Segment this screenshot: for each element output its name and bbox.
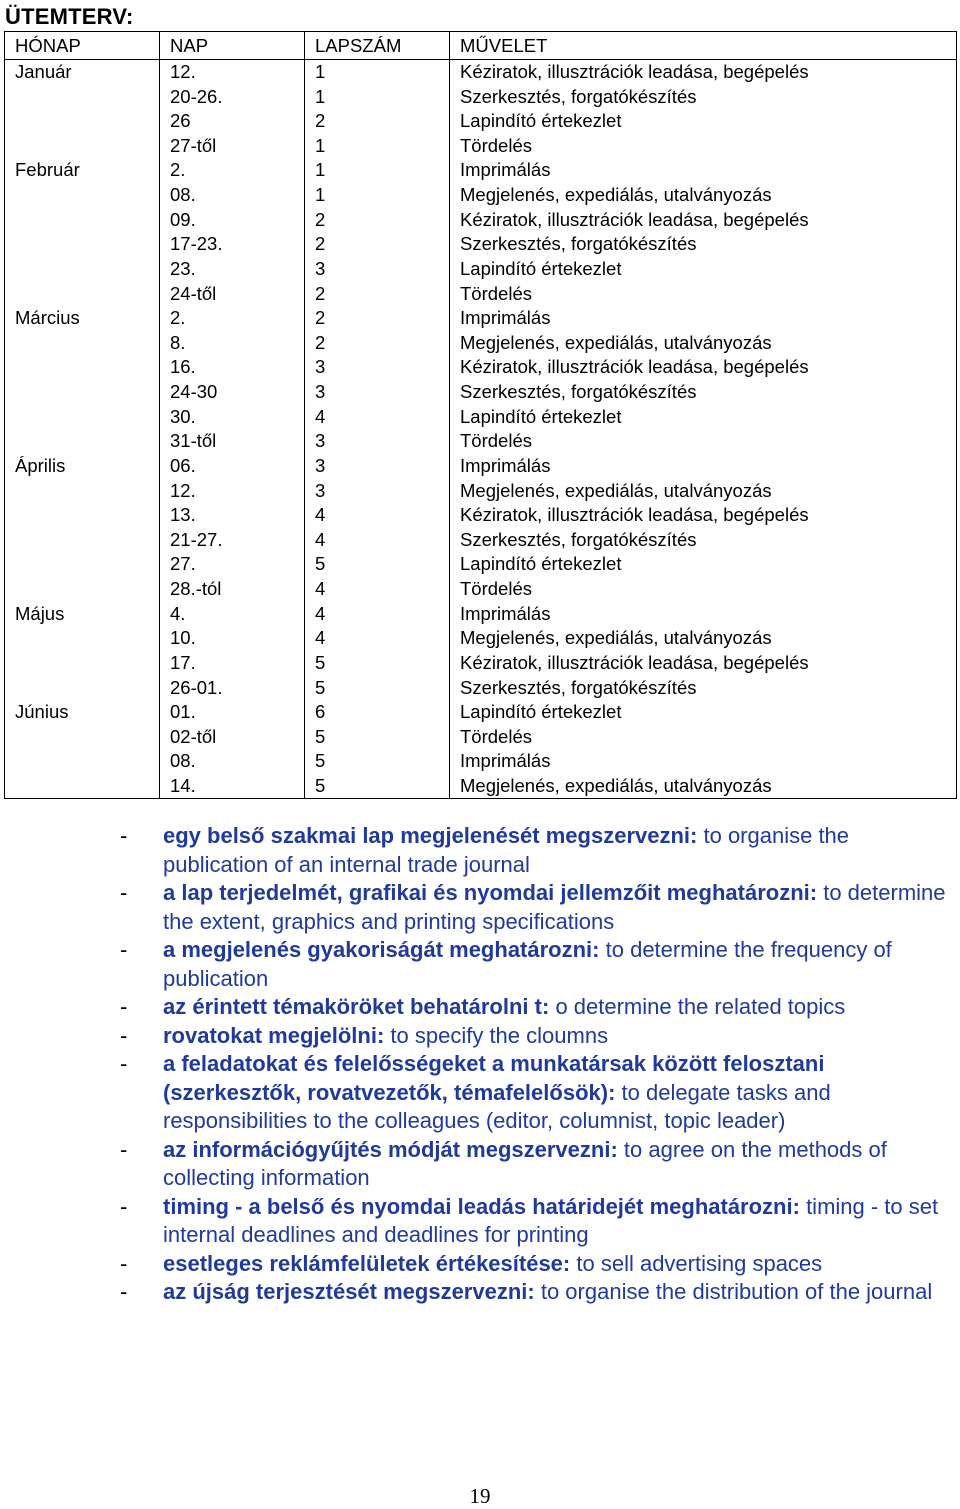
table-row: [5, 528, 957, 553]
table-row: [5, 749, 957, 774]
cell-issue: 1: [305, 183, 450, 208]
cell-day: 4.: [160, 601, 305, 626]
cell-operation: Lapindító értekezlet: [450, 404, 957, 429]
bullet-dash: -: [120, 994, 128, 1019]
cell-month: [5, 528, 160, 553]
bullet-dash: -: [120, 823, 128, 848]
cell-operation: Megjelenés, expediálás, utalványozás: [450, 478, 957, 503]
cell-issue: 2: [305, 306, 450, 331]
english-translation: to sell advertising spaces: [576, 1250, 823, 1276]
hungarian-term: a feladatokat és felelősségeket a munkatársak között felosztani (szerkesztők, rovatvezetők, témafelelősök):: [163, 1051, 825, 1105]
cell-operation: Megjelenés, expediálás, utalványozás: [450, 331, 957, 356]
cell-day: 10.: [160, 626, 305, 651]
cell-month: [5, 478, 160, 503]
cell-operation: Megjelenés, expediálás, utalványozás: [450, 774, 957, 799]
cell-month: [5, 109, 160, 134]
table-row: [5, 577, 957, 602]
table-row: [5, 478, 957, 503]
cell-issue: 4: [305, 626, 450, 651]
cell-operation: Lapindító értekezlet: [450, 109, 957, 134]
table-row: [5, 404, 957, 429]
bullet-dash: -: [120, 937, 128, 962]
cell-issue: 3: [305, 454, 450, 479]
english-translation: to specify the cloumns: [390, 1022, 609, 1048]
table-row: [5, 331, 957, 356]
cell-operation: Tördelés: [450, 281, 957, 306]
cell-month: [5, 675, 160, 700]
english-translation: to determine the extent, graphics and printing specifications: [163, 880, 946, 934]
cell-month: Június: [5, 700, 160, 725]
cell-day: 2.: [160, 158, 305, 183]
table-row: [5, 183, 957, 208]
bullet-dash: -: [120, 1250, 128, 1276]
english-translation: to determine the frequency of publication: [163, 937, 892, 991]
cell-month: [5, 331, 160, 356]
cell-issue: 2: [305, 281, 450, 306]
cell-operation: Tördelés: [450, 134, 957, 159]
table-row: [5, 700, 957, 725]
cell-day: 06.: [160, 454, 305, 479]
cell-month: [5, 552, 160, 577]
cell-day: 2.: [160, 306, 305, 331]
cell-month: [5, 355, 160, 380]
hungarian-term: az információgyűjtés módját megszervezni:: [163, 1136, 618, 1162]
cell-month: [5, 380, 160, 405]
cell-day: 14.: [160, 774, 305, 799]
glossary-item: [120, 1250, 950, 1279]
table-row: [5, 306, 957, 331]
cell-issue: 3: [305, 429, 450, 454]
cell-operation: Imprimálás: [450, 601, 957, 626]
cell-day: 21-27.: [160, 528, 305, 553]
cell-day: 20-26.: [160, 84, 305, 109]
cell-operation: Kéziratok, illusztrációk leadása, begépelés: [450, 355, 957, 380]
cell-month: [5, 183, 160, 208]
cell-issue: 3: [305, 478, 450, 503]
english-translation: to delegate tasks and responsibilities to the colleagues (editor, columnist, topic leader): [163, 1079, 831, 1133]
cell-operation: Megjelenés, expediálás, utalványozás: [450, 183, 957, 208]
cell-month: [5, 429, 160, 454]
cell-operation: Kéziratok, illusztrációk leadása, begépelés: [450, 207, 957, 232]
table-row: [5, 774, 957, 799]
cell-day: 27-től: [160, 134, 305, 159]
bullet-dash: -: [120, 1022, 128, 1048]
cell-operation: Imprimálás: [450, 158, 957, 183]
cell-day: 01.: [160, 700, 305, 725]
cell-issue: 3: [305, 380, 450, 405]
cell-issue: 1: [305, 158, 450, 183]
cell-issue: 2: [305, 232, 450, 257]
cell-operation: Tördelés: [450, 429, 957, 454]
page-heading: ÜTEMTERV:: [5, 4, 134, 29]
page-number: 19: [469, 1484, 491, 1508]
cell-day: 24-től: [160, 281, 305, 306]
table-row: [5, 232, 957, 257]
cell-operation: Imprimálás: [450, 749, 957, 774]
cell-issue: 5: [305, 651, 450, 676]
table-row: [5, 651, 957, 676]
cell-month: [5, 134, 160, 159]
cell-operation: Szerkesztés, forgatókészítés: [450, 380, 957, 405]
cell-day: 8.: [160, 331, 305, 356]
table-row: [5, 503, 957, 528]
glossary-item: [120, 1136, 950, 1193]
english-translation: to agree on the methods of collecting information: [163, 1136, 887, 1190]
cell-month: [5, 774, 160, 799]
cell-day: 17-23.: [160, 232, 305, 257]
table-row: [5, 552, 957, 577]
glossary-item: [120, 1050, 950, 1136]
bullet-dash: -: [120, 1279, 128, 1304]
cell-operation: Imprimálás: [450, 454, 957, 479]
glossary-item: [120, 879, 950, 936]
header-month: HÓNAP: [5, 32, 160, 60]
table-row: [5, 355, 957, 380]
glossary-item: [120, 993, 950, 1022]
hungarian-term: a megjelenés gyakoriságát meghatározni:: [163, 937, 600, 962]
cell-day: 26-01.: [160, 675, 305, 700]
cell-day: 13.: [160, 503, 305, 528]
table-row: [5, 601, 957, 626]
cell-month: [5, 626, 160, 651]
cell-issue: 3: [305, 355, 450, 380]
cell-operation: Lapindító értekezlet: [450, 552, 957, 577]
cell-issue: 5: [305, 675, 450, 700]
cell-operation: Szerkesztés, forgatókészítés: [450, 232, 957, 257]
cell-issue: 4: [305, 601, 450, 626]
cell-day: 12.: [160, 478, 305, 503]
cell-day: 08.: [160, 749, 305, 774]
table-row: [5, 626, 957, 651]
cell-day: 28.-tól: [160, 577, 305, 602]
cell-operation: Szerkesztés, forgatókészítés: [450, 675, 957, 700]
hungarian-term: timing - a belső és nyomdai leadás határidejét meghatározni:: [163, 1193, 800, 1219]
english-translation: timing - to set internal deadlines and deadlines for printing: [163, 1193, 939, 1247]
glossary-list: [120, 822, 950, 1307]
cell-issue: 1: [305, 84, 450, 109]
table-row: [5, 59, 957, 84]
table-row: [5, 84, 957, 109]
hungarian-term: a lap terjedelmét, grafikai és nyomdai jellemzőit meghatározni:: [163, 880, 818, 905]
cell-day: 02-től: [160, 725, 305, 750]
cell-issue: 2: [305, 207, 450, 232]
cell-issue: 4: [305, 528, 450, 553]
cell-day: 16.: [160, 355, 305, 380]
cell-operation: Kéziratok, illusztrációk leadása, begépelés: [450, 503, 957, 528]
glossary-item: [120, 1278, 950, 1307]
cell-month: [5, 257, 160, 282]
cell-day: 08.: [160, 183, 305, 208]
bullet-dash: -: [120, 880, 128, 905]
bullet-dash: -: [120, 1193, 128, 1219]
cell-day: 24-30: [160, 380, 305, 405]
table-row: [5, 281, 957, 306]
table-row: [5, 109, 957, 134]
cell-operation: Kéziratok, illusztrációk leadása, begépelés: [450, 651, 957, 676]
cell-month: [5, 281, 160, 306]
table-row: [5, 134, 957, 159]
cell-operation: Lapindító értekezlet: [450, 257, 957, 282]
cell-month: Április: [5, 454, 160, 479]
cell-operation: Tördelés: [450, 577, 957, 602]
cell-month: [5, 725, 160, 750]
cell-issue: 5: [305, 774, 450, 799]
cell-month: Május: [5, 601, 160, 626]
cell-issue: 6: [305, 700, 450, 725]
cell-day: 31-től: [160, 429, 305, 454]
cell-month: Január: [5, 59, 160, 84]
cell-issue: 4: [305, 404, 450, 429]
header-operation: MŰVELET: [450, 32, 957, 60]
english-translation: o determine the related topics: [555, 994, 846, 1019]
table-row: [5, 257, 957, 282]
cell-issue: 5: [305, 725, 450, 750]
cell-month: [5, 651, 160, 676]
cell-day: 23.: [160, 257, 305, 282]
table-row: [5, 675, 957, 700]
cell-issue: 5: [305, 552, 450, 577]
cell-issue: 5: [305, 749, 450, 774]
cell-day: 26: [160, 109, 305, 134]
header-issue: LAPSZÁM: [305, 32, 450, 60]
hungarian-term: egy belső szakmai lap megjelenését megszervezni:: [163, 823, 698, 848]
cell-issue: 3: [305, 257, 450, 282]
table-row: [5, 454, 957, 479]
cell-month: Március: [5, 306, 160, 331]
glossary-item: [120, 936, 950, 993]
table-row: [5, 207, 957, 232]
cell-day: 09.: [160, 207, 305, 232]
bullet-dash: -: [120, 1136, 128, 1162]
cell-operation: Megjelenés, expediálás, utalványozás: [450, 626, 957, 651]
schedule-table: [4, 31, 957, 799]
cell-month: [5, 503, 160, 528]
table-row: [5, 429, 957, 454]
table-header-row: [5, 32, 957, 60]
cell-month: [5, 84, 160, 109]
cell-issue: 1: [305, 59, 450, 84]
cell-operation: Tördelés: [450, 725, 957, 750]
glossary-item: [120, 1193, 950, 1250]
cell-operation: Kéziratok, illusztrációk leadása, begépelés: [450, 59, 957, 84]
english-translation: to organise the distribution of the journal: [540, 1279, 933, 1304]
cell-operation: Szerkesztés, forgatókészítés: [450, 84, 957, 109]
glossary-item: [120, 822, 950, 879]
hungarian-term: esetleges reklámfelületek értékesítése:: [163, 1250, 571, 1276]
cell-issue: 1: [305, 134, 450, 159]
table-row: [5, 380, 957, 405]
cell-day: 17.: [160, 651, 305, 676]
cell-month: [5, 207, 160, 232]
cell-issue: 2: [305, 331, 450, 356]
cell-operation: Imprimálás: [450, 306, 957, 331]
bullet-dash: -: [120, 1051, 128, 1076]
schedule-body: [5, 59, 957, 799]
cell-month: [5, 404, 160, 429]
cell-day: 12.: [160, 59, 305, 84]
cell-day: 30.: [160, 404, 305, 429]
glossary-item: [120, 1022, 950, 1051]
cell-issue: 4: [305, 577, 450, 602]
cell-month: [5, 232, 160, 257]
cell-issue: 2: [305, 109, 450, 134]
hungarian-term: az újság terjesztését megszervezni:: [163, 1279, 535, 1304]
cell-issue: 4: [305, 503, 450, 528]
cell-operation: Lapindító értekezlet: [450, 700, 957, 725]
cell-month: [5, 749, 160, 774]
english-translation: to organise the publication of an internal trade journal: [163, 823, 850, 877]
table-row: [5, 158, 957, 183]
hungarian-term: rovatokat megjelölni:: [163, 1022, 385, 1048]
hungarian-term: az érintett témaköröket behatárolni t:: [163, 994, 550, 1019]
cell-month: [5, 577, 160, 602]
cell-day: 27.: [160, 552, 305, 577]
cell-month: Február: [5, 158, 160, 183]
cell-operation: Szerkesztés, forgatókészítés: [450, 528, 957, 553]
header-day: NAP: [160, 32, 305, 60]
table-row: [5, 725, 957, 750]
